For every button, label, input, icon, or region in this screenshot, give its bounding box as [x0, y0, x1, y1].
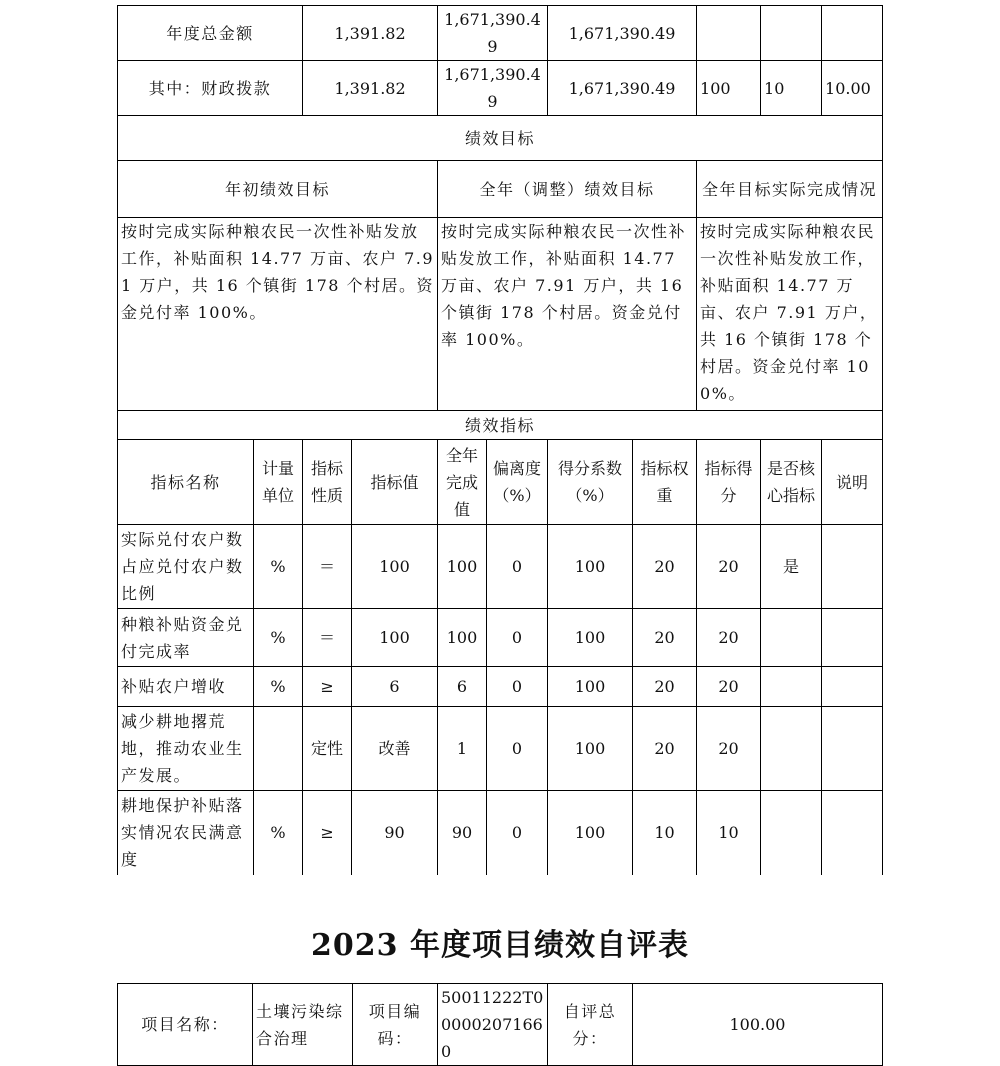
- indicator-nature: ＝: [303, 525, 352, 609]
- project-name: 土壤污染综合治理: [253, 984, 353, 1066]
- indicator-name: 种粮补贴资金兑付完成率: [118, 609, 254, 667]
- goal-header-actual: 全年目标实际完成情况: [697, 161, 883, 218]
- indicator-unit: %: [254, 667, 303, 707]
- budget-cell: 100: [697, 61, 761, 116]
- budget-cell: 1,671,390.49: [438, 6, 548, 61]
- performance-table: [117, 5, 883, 875]
- indicator-actual: 6: [438, 667, 487, 707]
- header-deviation: 偏离度（%）: [487, 440, 548, 525]
- indicator-core: 是: [761, 525, 822, 609]
- indicator-nature: ≥: [303, 791, 352, 875]
- indicator-nature: 定性: [303, 707, 352, 791]
- header-weight: 指标权重: [633, 440, 697, 525]
- header-unit: 计量单位: [254, 440, 303, 525]
- indicator-actual: 100: [438, 525, 487, 609]
- indicator-core: [761, 609, 822, 667]
- indicator-weight: 20: [633, 525, 697, 609]
- indicator-name: 补贴农户增收: [118, 667, 254, 707]
- project-code: 50011222T000002071660: [438, 984, 548, 1066]
- budget-row-fiscal: [118, 61, 883, 116]
- indicator-nature: ＝: [303, 609, 352, 667]
- indicator-actual: 90: [438, 791, 487, 875]
- indicator-deviation: 0: [487, 667, 548, 707]
- indicator-actual: 100: [438, 609, 487, 667]
- indicators-section-title: 绩效指标: [118, 411, 883, 440]
- indicator-score: 20: [697, 667, 761, 707]
- budget-cell: 1,671,390.49: [548, 61, 697, 116]
- header-note: 说明: [822, 440, 883, 525]
- indicator-actual: 1: [438, 707, 487, 791]
- indicator-score: 20: [697, 525, 761, 609]
- indicator-unit: [254, 707, 303, 791]
- goal-text-initial: 按时完成实际种粮农民一次性补贴发放工作，补贴面积 14.77 万亩、农户 7.91 万户，共 16 个镇街 178 个村居。资金兑付率 100%。: [118, 218, 438, 411]
- indicator-deviation: 0: [487, 707, 548, 791]
- indicators-header-row: [118, 440, 883, 525]
- budget-cell: [761, 6, 822, 61]
- indicator-core: [761, 791, 822, 875]
- goal-text-adjusted: 按时完成实际种粮农民一次性补贴发放工作，补贴面积 14.77 万亩、农户 7.91 万户，共 16 个镇街 178 个村居。资金兑付率 100%。: [438, 218, 697, 411]
- indicator-name: 实际兑付农户数占应兑付农户数比例: [118, 525, 254, 609]
- indicator-note: [822, 667, 883, 707]
- goal-text-actual: 按时完成实际种粮农民一次性补贴发放工作，补贴面积 14.77 万亩、农户 7.91 万户，共 16 个镇街 178 个村居。资金兑付率 100%。: [697, 218, 883, 411]
- goals-text-row: [118, 218, 883, 411]
- table-row: [118, 525, 883, 609]
- indicator-weight: 20: [633, 667, 697, 707]
- indicator-deviation: 0: [487, 525, 548, 609]
- header-indicator-name: 指标名称: [118, 440, 254, 525]
- goal-header-initial: 年初绩效目标: [118, 161, 438, 218]
- indicator-unit: %: [254, 609, 303, 667]
- indicator-value: 6: [352, 667, 438, 707]
- indicator-deviation: 0: [487, 609, 548, 667]
- project-info-row: [118, 984, 883, 1066]
- indicator-unit: %: [254, 525, 303, 609]
- header-actual: 全年完成值: [438, 440, 487, 525]
- indicator-note: [822, 525, 883, 609]
- indicator-weight: 10: [633, 791, 697, 875]
- indicator-deviation: 0: [487, 791, 548, 875]
- goal-header-adjusted: 全年（调整）绩效目标: [438, 161, 697, 218]
- indicator-score: 10: [697, 791, 761, 875]
- indicator-nature: ≥: [303, 667, 352, 707]
- budget-cell: [697, 6, 761, 61]
- project-name-label: 项目名称：: [118, 984, 253, 1066]
- indicator-note: [822, 707, 883, 791]
- indicator-value: 90: [352, 791, 438, 875]
- indicator-coef: 100: [548, 707, 633, 791]
- indicator-weight: 20: [633, 609, 697, 667]
- table-row: [118, 609, 883, 667]
- budget-cell: 1,671,390.49: [438, 61, 548, 116]
- budget-cell: 1,391.82: [303, 6, 438, 61]
- header-score: 指标得分: [697, 440, 761, 525]
- form-title: 2023 年度项目绩效自评表: [311, 928, 689, 963]
- indicator-name: 减少耕地撂荒地，推动农业生产发展。: [118, 707, 254, 791]
- indicator-core: [761, 707, 822, 791]
- indicator-name: 耕地保护补贴落实情况农民满意度: [118, 791, 254, 875]
- indicators-section-row: [118, 411, 883, 440]
- total-score-label: 自评总分：: [548, 984, 633, 1066]
- project-info-table: [117, 983, 883, 1066]
- budget-cell: 10.00: [822, 61, 883, 116]
- indicator-note: [822, 609, 883, 667]
- indicator-coef: 100: [548, 609, 633, 667]
- table-row: [118, 707, 883, 791]
- budget-row-total: [118, 6, 883, 61]
- header-target: 指标值: [352, 440, 438, 525]
- indicator-coef: 100: [548, 667, 633, 707]
- goals-section-row: [118, 116, 883, 161]
- indicator-unit: %: [254, 791, 303, 875]
- budget-cell: 1,671,390.49: [548, 6, 697, 61]
- indicator-value: 100: [352, 609, 438, 667]
- table-row: [118, 667, 883, 707]
- indicator-score: 20: [697, 609, 761, 667]
- indicator-coef: 100: [548, 525, 633, 609]
- indicator-weight: 20: [633, 707, 697, 791]
- indicator-note: [822, 791, 883, 875]
- total-score: 100.00: [633, 984, 883, 1066]
- project-code-label: 项目编码：: [353, 984, 438, 1066]
- indicator-value: 改善: [352, 707, 438, 791]
- table-row: [118, 791, 883, 875]
- header-core: 是否核心指标: [761, 440, 822, 525]
- header-coef: 得分系数（%）: [548, 440, 633, 525]
- budget-cell: 1,391.82: [303, 61, 438, 116]
- header-nature: 指标性质: [303, 440, 352, 525]
- budget-label: 其中：财政拨款: [118, 61, 303, 116]
- indicator-value: 100: [352, 525, 438, 609]
- indicator-coef: 100: [548, 791, 633, 875]
- indicator-core: [761, 667, 822, 707]
- budget-cell: 10: [761, 61, 822, 116]
- indicator-score: 20: [697, 707, 761, 791]
- goals-section-title: 绩效目标: [118, 116, 883, 161]
- budget-label: 年度总金额: [118, 6, 303, 61]
- budget-cell: [822, 6, 883, 61]
- goals-header-row: [118, 161, 883, 218]
